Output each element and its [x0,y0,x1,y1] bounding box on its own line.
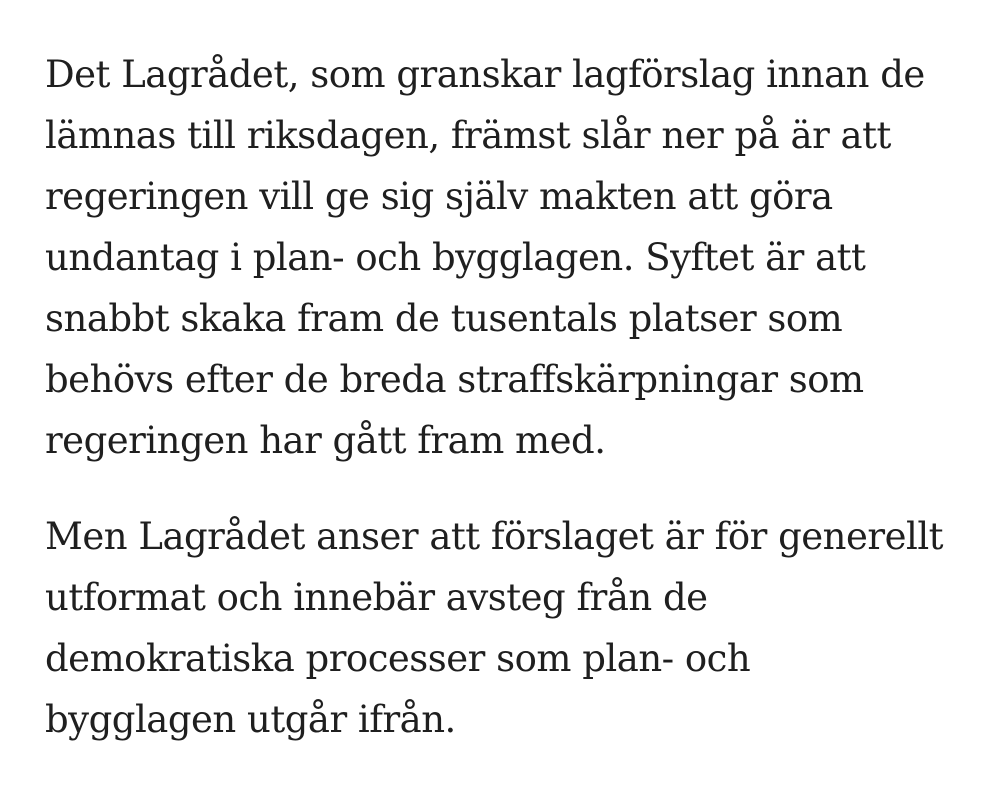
paragraph-line: undantag i plan- och bygglagen. Syftet är att [45,236,866,279]
paragraph-1 [45,44,985,471]
paragraph-2 [45,506,985,750]
paragraph-line: lämnas till riksdagen, främst slår ner på är att [45,114,891,157]
paragraph-line: behövs efter de breda straffskärpningar som [45,358,864,401]
paragraph-line: demokratiska processer som plan- och [45,637,751,680]
paragraph-line: bygglagen utgår ifrån. [45,698,456,741]
paragraph-line: Det Lagrådet, som granskar lagförslag innan de [45,53,925,96]
paragraph-line: utformat och innebär avsteg från de [45,576,708,619]
paragraph-line: Men Lagrådet anser att förslaget är för generellt [45,515,944,558]
paragraph-line: regeringen vill ge sig själv makten att göra [45,175,833,218]
paragraph-line: regeringen har gått fram med. [45,419,606,462]
article-body [45,44,985,750]
paragraph-line: snabbt skaka fram de tusentals platser som [45,297,843,340]
